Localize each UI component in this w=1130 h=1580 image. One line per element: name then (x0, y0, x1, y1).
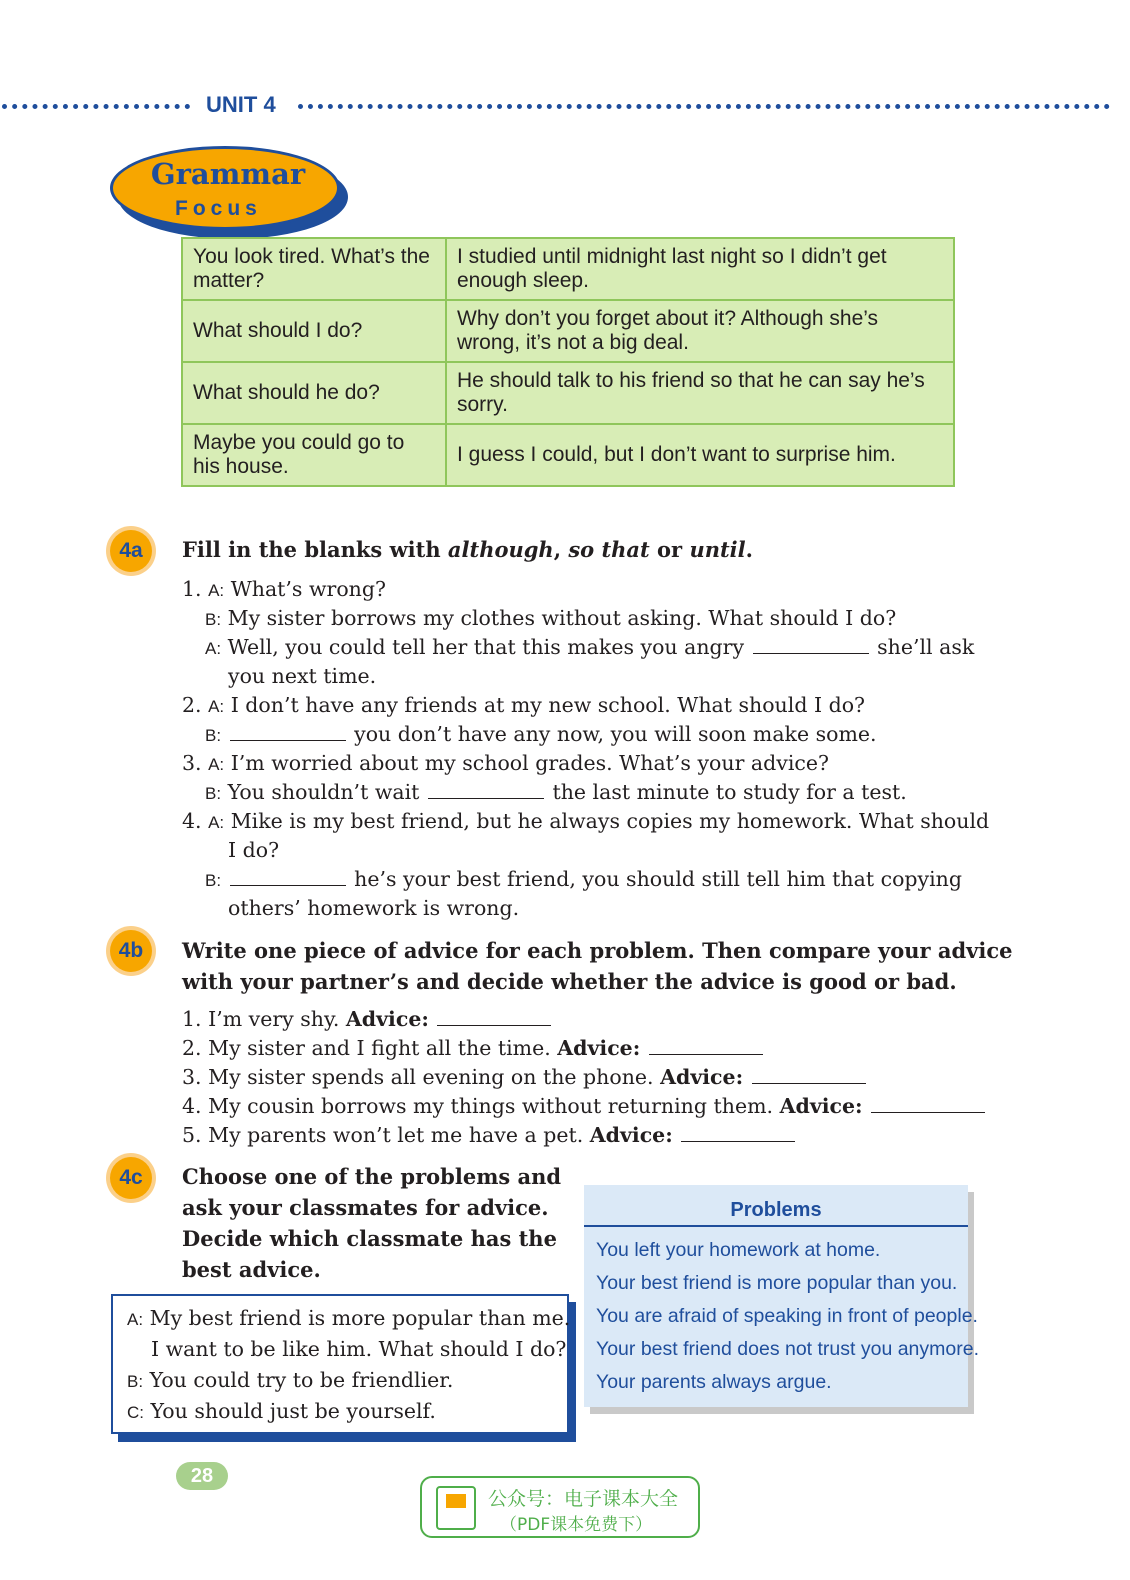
line-text: you don’t have any now, you will soon make some. (354, 722, 877, 746)
keyword-although: although (447, 537, 554, 562)
problems-divider (584, 1225, 968, 1227)
line-text: I don’t have any friends at my new school. What should I do? (230, 693, 866, 717)
exercise-badge-4a: 4a (110, 530, 152, 572)
dialogue-line (127, 1397, 436, 1427)
grammar-table (181, 237, 955, 487)
answer-blank[interactable] (428, 780, 544, 799)
item-number: 2. (182, 693, 202, 717)
header-dots-right (298, 104, 1110, 109)
list-item (182, 1092, 987, 1121)
problem-item: Your parents always argue. (596, 1371, 832, 1393)
line-text: What’s wrong? (230, 577, 386, 601)
stamp-line-2: （PDF课本免费下） (500, 1515, 653, 1535)
keyword-so-that: so that (568, 537, 650, 562)
problem-text: My parents won’t let me have a pet. (208, 1123, 584, 1147)
keyword-until: until (689, 537, 746, 562)
list-item (182, 1005, 553, 1034)
table-cell: Maybe you could go to his house. (182, 424, 446, 486)
dialogue-line (151, 1335, 566, 1364)
item-number: 3. (182, 1065, 202, 1089)
instruction-line: best advice. (182, 1257, 321, 1282)
instruction-text: Fill in the blanks with (182, 537, 448, 562)
line-text: she’ll ask (877, 635, 975, 659)
advice-label: Advice: (660, 1065, 744, 1089)
problem-text: My sister and I fight all the time. (208, 1036, 551, 1060)
table-cell: What should he do? (182, 362, 446, 424)
item-number: 5. (182, 1123, 202, 1147)
advice-label: Advice: (589, 1123, 673, 1147)
instruction-separator: , (553, 537, 569, 562)
line-text: My sister borrows my clothes without asking. What should I do? (227, 606, 897, 630)
answer-blank[interactable] (753, 635, 869, 654)
table-row (182, 300, 954, 362)
advice-label: Advice: (557, 1036, 641, 1060)
instruction-line: with your partner’s and decide whether the advice is good or bad. (182, 969, 957, 994)
answer-blank[interactable] (230, 867, 346, 886)
list-item (182, 1063, 868, 1092)
exercise-line (205, 778, 907, 808)
unit-header (0, 92, 1130, 120)
speaker-label: B: (127, 1372, 144, 1391)
answer-blank[interactable] (437, 1007, 551, 1026)
answer-blank[interactable] (871, 1094, 985, 1113)
unit-label: UNIT 4 (206, 92, 276, 117)
item-number: 2. (182, 1036, 202, 1060)
book-icon (436, 1486, 476, 1530)
speaker-label: B: (205, 784, 222, 803)
dialogue-text: You should just be yourself. (150, 1399, 436, 1423)
dialogue-line (127, 1366, 453, 1396)
speaker-label: A: (208, 755, 225, 774)
answer-blank[interactable] (230, 722, 346, 741)
answer-blank[interactable] (681, 1123, 795, 1142)
grammar-focus-subtitle: Focus (175, 197, 262, 220)
problems-box (584, 1185, 980, 1407)
dialogue-text: You could try to be friendlier. (149, 1368, 454, 1392)
advice-label: Advice: (345, 1007, 429, 1031)
list-item (182, 1121, 797, 1150)
exercise-line (182, 575, 386, 605)
problem-text: My sister spends all evening on the phone. (208, 1065, 654, 1089)
instruction-line: Decide which classmate has the (182, 1226, 557, 1251)
line-text: the last minute to study for a test. (552, 780, 907, 804)
list-item (182, 1034, 765, 1063)
exercise-line (228, 662, 376, 691)
instruction-line: ask your classmates for advice. (182, 1195, 549, 1220)
table-cell: Why don’t you forget about it? Although she’s wrong, it’s not a big deal. (446, 300, 954, 362)
advice-label: Advice: (779, 1094, 863, 1118)
item-number: 3. (182, 751, 202, 775)
line-text: others’ homework is wrong. (228, 896, 520, 920)
table-cell: What should I do? (182, 300, 446, 362)
problem-text: My cousin borrows my things without returning them. (208, 1094, 774, 1118)
line-text: I do? (228, 838, 280, 862)
instruction-line: Write one piece of advice for each problem. Then compare your advice (182, 938, 1013, 963)
speaker-label: B: (205, 610, 222, 629)
exercise-line (182, 749, 829, 779)
page-number: 28 (176, 1462, 228, 1490)
item-number: 1. (182, 577, 202, 601)
table-row (182, 424, 954, 486)
speaker-label: A: (208, 581, 225, 600)
problem-text: I’m very shy. (208, 1007, 340, 1031)
line-text: he’s your best friend, you should still tell him that copying (354, 867, 963, 891)
exercise-line (205, 633, 974, 663)
dialogue-text: My best friend is more popular than me. (149, 1306, 571, 1330)
instruction-line: Choose one of the problems and (182, 1164, 562, 1189)
dialogue-line (127, 1304, 570, 1334)
exercise-badge-4c: 4c (110, 1157, 152, 1199)
speaker-label: A: (127, 1310, 144, 1329)
exercise-badge-4b: 4b (110, 930, 152, 972)
exercise-line (205, 720, 877, 750)
speaker-label: B: (205, 726, 222, 745)
dialogue-box (111, 1294, 569, 1434)
table-row (182, 238, 954, 300)
item-number: 4. (182, 1094, 202, 1118)
speaker-label: C: (127, 1403, 144, 1422)
table-cell: You look tired. What’s the matter? (182, 238, 446, 300)
exercise-line (182, 807, 989, 837)
answer-blank[interactable] (752, 1065, 866, 1084)
stamp-line-1: 公众号：电子课本大全 (488, 1488, 679, 1510)
instruction-end: . (745, 537, 753, 562)
exercise-line (228, 836, 279, 865)
item-number: 1. (182, 1007, 202, 1031)
header-dots-left (2, 104, 190, 109)
instruction-4b (182, 935, 1012, 997)
problem-item: Your best friend is more popular than you. (596, 1272, 958, 1294)
exercise-line (228, 894, 519, 923)
speaker-label: B: (205, 871, 222, 890)
line-text: Well, you could tell her that this makes you angry (227, 635, 745, 659)
speaker-label: A: (205, 639, 222, 658)
problem-item: Your best friend does not trust you anymore. (596, 1338, 980, 1360)
table-cell: I studied until midnight last night so I didn’t get enough sleep. (446, 238, 954, 300)
exercise-line (205, 604, 896, 634)
instruction-4a (182, 534, 753, 565)
table-row (182, 362, 954, 424)
grammar-focus-badge (110, 146, 340, 230)
table-cell: He should talk to his friend so that he can say he’s sorry. (446, 362, 954, 424)
instruction-4c (182, 1161, 561, 1285)
item-number: 4. (182, 809, 202, 833)
speaker-label: A: (208, 697, 225, 716)
line-text: Mike is my best friend, but he always copies my homework. What should (230, 809, 990, 833)
answer-blank[interactable] (649, 1036, 763, 1055)
speaker-label: A: (208, 813, 225, 832)
line-text: you next time. (228, 664, 377, 688)
exercise-line (182, 691, 865, 721)
exercise-line (205, 865, 962, 895)
table-cell: I guess I could, but I don’t want to surprise him. (446, 424, 954, 486)
watermark-stamp (420, 1476, 700, 1538)
problem-item: You are afraid of speaking in front of people. (596, 1305, 978, 1327)
line-text: You shouldn’t wait (227, 780, 420, 804)
instruction-separator: or (649, 537, 690, 562)
dialogue-text: I want to be like him. What should I do? (151, 1337, 567, 1361)
problems-title: Problems (730, 1199, 822, 1221)
grammar-focus-title: Grammar (150, 157, 306, 191)
line-text: I’m worried about my school grades. What’s your advice? (230, 751, 829, 775)
problem-item: You left your homework at home. (596, 1239, 881, 1261)
